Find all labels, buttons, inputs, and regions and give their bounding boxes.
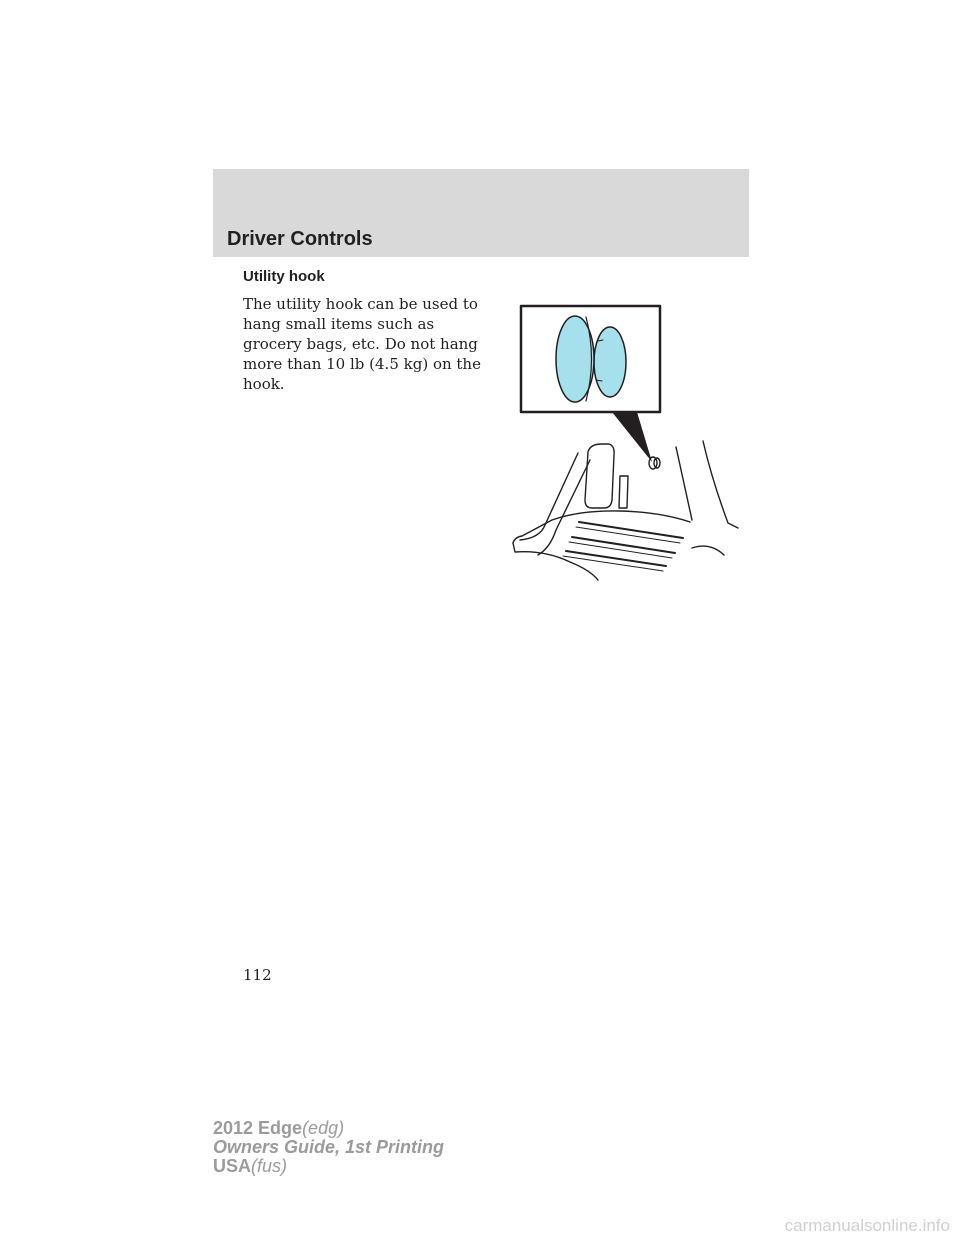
- footer-line-market: USA(fus): [213, 1156, 288, 1176]
- callout-pointer: [612, 412, 652, 462]
- hook-back-disc: [594, 327, 626, 397]
- utility-hook-illustration: [508, 300, 748, 585]
- section-header-band: [213, 169, 749, 257]
- section-title: Driver Controls: [227, 228, 373, 250]
- cargo-area-line-art: [513, 441, 738, 580]
- page-number: 112: [243, 966, 272, 984]
- footer-line-edition: Owners Guide, 1st Printing: [213, 1137, 445, 1157]
- footer-line-model: 2012 Edge(edg): [213, 1118, 345, 1138]
- topic-heading: Utility hook: [243, 268, 325, 285]
- body-paragraph: The utility hook can be used to hang small items such as grocery bags, etc. Do not hang more than 10 lb (4.5 kg) on the hook.: [243, 295, 481, 393]
- watermark: carmanualsonline.info: [784, 1216, 950, 1235]
- publication-footer: [213, 1119, 444, 1176]
